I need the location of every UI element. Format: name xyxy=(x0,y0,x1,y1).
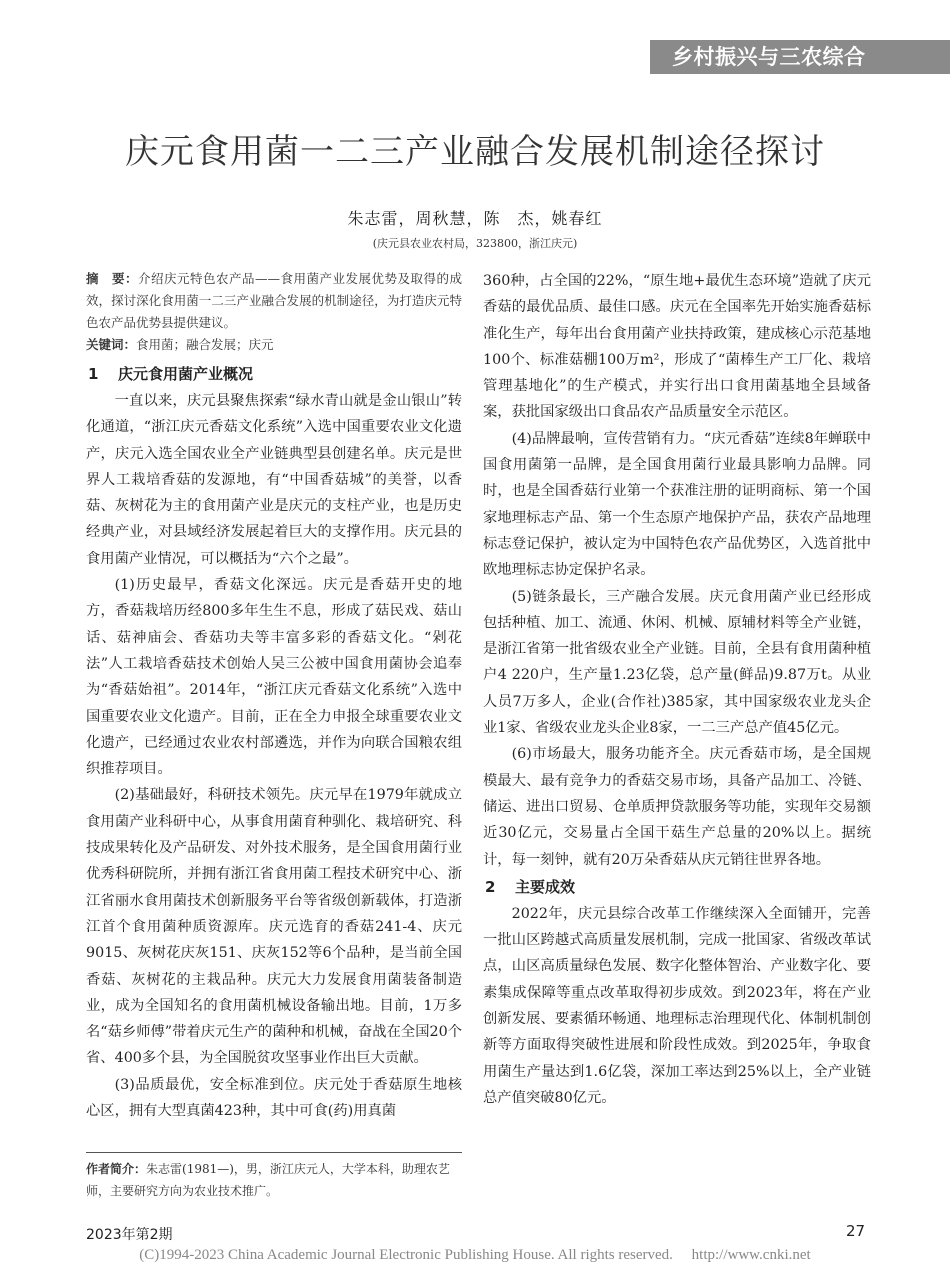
right-column xyxy=(483,268,871,1111)
section-heading-2 xyxy=(483,875,871,899)
paragraph: (1)历史最早，香菇文化深远。庆元是香菇开史的地方，香菇栽培历经800多年生生不息，形成了菇民戏、菇山话、菇神庙会、香菇功夫等丰富多彩的香菇文化。“剁花法”人工栽培香菇技术创始人吴三公被中国食用菌协会追奉为“香菇始祖”。2014年，“浙江庆元香菇文化系统”入选中国重要农业文化遗产。目前，正在全力申报全球重要农业文化遗产，已经通过农业农村部遴选，并作为向联合国粮农组织推荐项目。 xyxy=(86,577,462,778)
page-number: 27 xyxy=(846,1222,866,1240)
paragraph-continued: 360种，占全国的22%，“原生地+最优生态环境”造就了庆元香菇的最优品质、最佳口感。庆元在全国率先开始实施香菇标准化生产，每年出台食用菌产业扶持政策，建成核心示范基地100个、标准菇棚100万m²，形成了“菌棒生产工厂化、栽培管理基地化”的生产模式，并实行出口食用菌基地全县域备案，获批国家级出口食品农产品质量安全示范区。 xyxy=(483,273,871,421)
paragraph: (5)链条最长，三产融合发展。庆元食用菌产业已经形成包括种植、加工、流通、休闲、机械、原辅材料等全产业链，是浙江省第一批省级农业全产业链。目前，全县有食用菌种植户4 220户，生产量1.23亿袋，总产量(鲜品)9.87万t。从业人员7万多人，企业(合作社)385家，其中国家级农业龙头企业1家、省级农业龙头企业8家，一二三产总产值45亿元。 xyxy=(483,588,871,737)
issue-label: 2023年第2期 xyxy=(86,1227,173,1243)
paragraph: 2022年，庆元县综合改革工作继续深入全面铺开，完善一批山区跨越式高质量发展机制，完成一批国家、省级改革试点，山区高质量绿色发展、数字化整体智治、产业数字化、要素集成保障等重点改革取得初步成效。到2023年，将在产业创新发展、要素循环畅通、地理标志治理现代化、体制机制创新等方面取得突破性进展和阶段性成效。到2025年，争取食用菌生产量达到1.6亿袋，深加工率达到25%以上，全产业链总产值突破80亿元。 xyxy=(483,905,871,1106)
paragraph: (3)品质最优，安全标准到位。庆元处于香菇原生地核心区，拥有大型真菌423种，其中可食(药)用真菌 xyxy=(86,1076,462,1120)
section-title: 主要成效 xyxy=(515,877,576,896)
copyright-watermark: (C)1994-2023 China Academic Journal Electronic Publishing House. All rights reserved. http://www.cnki.net xyxy=(139,1247,811,1263)
section-title: 庆元食用菌产业概况 xyxy=(118,365,254,383)
paragraph: (2)基础最好，科研技术领先。庆元早在1979年就成立食用菌产业科研中心，从事食用菌育种驯化、栽培研究、科技成果转化及产品研发、对外技术服务，是全国食用菌行业优秀科研院所，并拥有浙江省食用菌工程技术研究中心、浙江省丽水食用菌技术创新服务平台等省级创新载体，打造浙江首个食用菌种质资源库。庆元选育的香菇241-4、庆元9015、灰树花庆灰151、庆灰152等6个品种，是当前全国香菇、灰树花的主栽品种。庆元大力发展食用菌装备制造业，成为全国知名的食用菌机械设备输出地。目前，1万多名“菇乡师傅”带着庆元生产的菌种和机械，奋战在全国20个省、400多个县，为全国脱贫攻坚事业作出巨大贡献。 xyxy=(86,787,462,1067)
section-number: 2 xyxy=(485,877,496,896)
footnote-text: 朱志雷(1981—)，男，浙江庆元人，大学本科，助理农艺师，主要研究方向为农业技术推广。 xyxy=(86,1162,450,1198)
footnote-label: 作者简介： xyxy=(86,1162,147,1176)
footnote-divider xyxy=(86,1152,462,1153)
abstract-text: 介绍庆元特色农产品——食用菌产业发展优势及取得的成效，探讨深化食用菌一二三产业融合发展的机制途径，为打造庆元特色农产品优势县提供建议。 xyxy=(86,271,462,330)
article-title: 庆元食用菌一二三产业融合发展机制途径探讨 xyxy=(125,132,825,172)
section-number: 1 xyxy=(88,365,99,383)
section-banner xyxy=(650,40,950,74)
affiliation: (庆元县农业农村局，323800，浙江庆元) xyxy=(372,237,578,250)
author-footnote xyxy=(86,1158,462,1202)
keywords-label: 关键词： xyxy=(86,337,137,352)
abstract xyxy=(86,268,462,334)
banner-text: 乡村振兴与三农综合 xyxy=(672,45,866,69)
paragraph: 一直以来，庆元县聚焦探索“绿水青山就是金山银山”转化通道，“浙江庆元香菇文化系统”入选中国重要农业文化遗产，庆元入选全国农业全产业链典型县创建名单。庆元是世界人工栽培香菇的发源地，有“中国香菇城”的美誉，以香菇、灰树花为主的食用菌产业是庆元的支柱产业，也是历史经典产业，对县域经济发展起着巨大的支撑作用。庆元县的食用菌产业情况，可以概括为“六个之最”。 xyxy=(86,393,462,567)
paragraph: (4)品牌最响，宣传营销有力。“庆元香菇”连续8年蝉联中国食用菌第一品牌，是全国食用菌行业最具影响力品牌。同时，也是全国香菇行业第一个获准注册的证明商标、第一个国家地理标志产品、第一个生态原产地保护产品，获农产品地理标志登记保护，被认定为中国特色农产品优势区，入选首批中欧地理标志协定保护名录。 xyxy=(483,430,871,579)
authors: 朱志雷，周秋慧，陈 杰，姚春红 xyxy=(347,209,603,228)
section-heading-1 xyxy=(86,362,462,386)
paragraph: (6)市场最大，服务功能齐全。庆元香菇市场，是全国规模最大、最有竞争力的香菇交易市场，具备产品加工、冷链、储运、进出口贸易、仓单质押贷款服务等功能，实现年交易额近30亿元，交易量占全国干菇生产总量的20%以上。据统计，每一刻钟，就有20万朵香菇从庆元销往世界各地。 xyxy=(483,746,871,868)
left-column xyxy=(86,268,462,1124)
keywords xyxy=(86,334,462,356)
keywords-text: 食用菌；融合发展；庆元 xyxy=(136,337,274,352)
abstract-label: 摘 要： xyxy=(86,271,138,286)
